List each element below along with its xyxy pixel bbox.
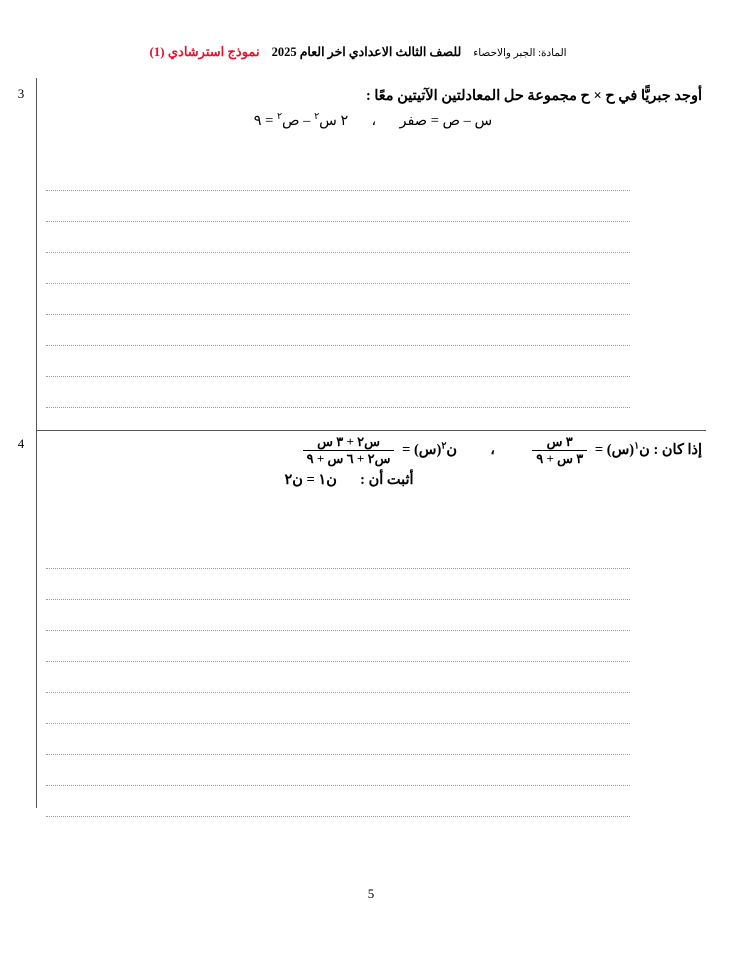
grade-label: للصف الثالث الاعدادي اخر العام 2025 — [271, 45, 462, 59]
model-label: نموذج استرشادي (1) — [149, 44, 260, 59]
answer-line[interactable] — [46, 538, 630, 569]
question-4-number: 4 — [17, 436, 25, 451]
question-4-fn1-name: ن — [639, 442, 650, 459]
answer-line[interactable] — [46, 315, 630, 346]
question-4-fn1-arg: (س) — [606, 442, 635, 459]
answer-line[interactable] — [46, 377, 630, 408]
question-4-vertical-rule — [36, 430, 37, 808]
question-4-statement — [44, 434, 702, 493]
question-3-eq1: س – ص = صفر — [399, 113, 493, 130]
question-3-eq2-term2: – ص — [282, 113, 311, 130]
answer-line[interactable] — [46, 662, 630, 693]
question-4-prefix: إذا كان : — [653, 442, 702, 459]
question-3-eq2-term1: ٢ س — [319, 113, 349, 130]
answer-line[interactable] — [46, 600, 630, 631]
answer-line[interactable] — [46, 253, 630, 284]
page-number: 5 — [367, 886, 375, 901]
answer-line[interactable] — [46, 569, 630, 600]
question-4-fn2-equals: = — [402, 442, 411, 459]
question-4-fn1-denominator: ٣ س + ٩ — [532, 450, 587, 467]
answer-line[interactable] — [46, 724, 630, 755]
question-3-separator: ، — [371, 113, 377, 130]
answer-line[interactable] — [46, 631, 630, 662]
question-4-fn1-subscript: ١ — [634, 441, 640, 452]
subject-label: المادة: الجبر والاحصاء — [473, 48, 567, 59]
answer-line[interactable] — [46, 786, 630, 817]
answer-line[interactable] — [46, 222, 630, 253]
question-3-eq2-rhs: = ٩ — [253, 113, 274, 130]
question-separator-rule — [36, 430, 706, 431]
question-4-prove-body: ن١ = ن٢ — [284, 471, 337, 488]
question-3-line-2 — [44, 109, 702, 134]
answer-line[interactable] — [46, 693, 630, 724]
question-4-fn1-fraction — [532, 434, 587, 468]
question-4-fn2-fraction — [303, 434, 395, 468]
question-4-line-2 — [44, 468, 702, 493]
question-3-eq2-term1-exponent: ٢ — [314, 112, 320, 123]
question-4-separator: ، — [490, 442, 495, 459]
question-4-answer-area[interactable] — [46, 538, 630, 817]
page-header — [0, 44, 742, 64]
question-3-statement — [44, 84, 702, 135]
question-3-eq2-term2-exponent: ٢ — [276, 112, 283, 123]
answer-line[interactable] — [46, 346, 630, 377]
question-4-fn2-denominator: س٢ + ٦ س + ٩ — [303, 450, 395, 467]
question-3-answer-area[interactable] — [46, 160, 630, 408]
question-4-fn1-numerator: ٣ س — [546, 434, 573, 449]
question-4-fn2-numerator: س٢ + ٣ س — [317, 434, 380, 449]
question-4-prove-label: أثبت أن : — [360, 471, 414, 488]
question-4-fn2-subscript: ٢ — [441, 441, 447, 452]
answer-line[interactable] — [46, 160, 630, 191]
answer-line[interactable] — [46, 284, 630, 315]
answer-line[interactable] — [46, 191, 630, 222]
question-4-line-1 — [44, 434, 702, 468]
answer-line[interactable] — [46, 755, 630, 786]
question-3-line-1: أوجد جبريًّا في ح × ح مجموعة حل المعادلتين الآتيتين معًا : — [365, 88, 702, 104]
question-3-vertical-rule — [36, 78, 37, 430]
question-4-fn1-equals: = — [594, 442, 604, 459]
question-4-fn2-arg: (س) — [413, 442, 442, 459]
question-4-fn2-name: ن — [446, 442, 458, 459]
question-3-number: 3 — [17, 86, 25, 101]
